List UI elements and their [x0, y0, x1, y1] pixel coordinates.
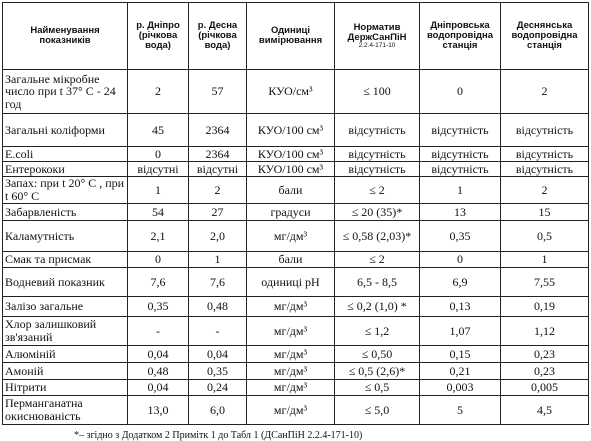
cell-units: КУО/100 см³	[247, 114, 335, 147]
cell-norm: ≤ 100	[335, 70, 420, 114]
cell-name: Забарвленість	[3, 204, 128, 221]
cell-units: одиниці рН	[247, 268, 335, 297]
table-row	[3, 380, 589, 396]
cell-dnipro-station: 0,13	[420, 297, 501, 317]
header-desna: р. Десна (річкова вода)	[189, 3, 247, 70]
table-row	[3, 252, 589, 268]
cell-units: мг/дм³	[247, 363, 335, 380]
cell-dnipro-station: відсутність	[420, 162, 501, 177]
table-row	[3, 70, 589, 114]
cell-name: Запах: при t 20° С , при t 60° С	[3, 177, 128, 204]
cell-desna: відсутні	[189, 162, 247, 177]
cell-dnipro-station: 0	[420, 70, 501, 114]
cell-norm: 6,5 - 8,5	[335, 268, 420, 297]
header-norm-ref: 2.2.4-171-10	[358, 41, 396, 49]
cell-name: Каламутність	[3, 221, 128, 252]
cell-dnipro: 0	[128, 252, 189, 268]
cell-units: бали	[247, 177, 335, 204]
footnote: *– згідно з Додатком 2 Примітк 1 до Табл 1 (ДСанПіН 2.2.4-171-10)	[74, 430, 363, 441]
cell-name: Хлор залишковий зв'язаний	[3, 317, 128, 346]
cell-desna: -	[189, 317, 247, 346]
cell-dnipro: 0,35	[128, 297, 189, 317]
header-name: Найменування показників	[3, 3, 128, 70]
cell-units: мг/дм³	[247, 380, 335, 396]
cell-dnipro-station: 6,9	[420, 268, 501, 297]
cell-units: бали	[247, 252, 335, 268]
cell-desna: 0,35	[189, 363, 247, 380]
cell-units: мг/дм³	[247, 346, 335, 363]
cell-desna-station: 15	[501, 204, 589, 221]
cell-desna-station: 0,23	[501, 363, 589, 380]
cell-desna-station: 2	[501, 177, 589, 204]
cell-norm: ≤ 0,2 (1,0) *	[335, 297, 420, 317]
cell-norm: ≤ 20 (35)*	[335, 204, 420, 221]
cell-desna-station: 0,19	[501, 297, 589, 317]
cell-norm: ≤ 1,2	[335, 317, 420, 346]
cell-dnipro-station: відсутність	[420, 114, 501, 147]
water-quality-table	[2, 2, 589, 425]
cell-units: градуси	[247, 204, 335, 221]
cell-name: Нітрити	[3, 380, 128, 396]
cell-dnipro: 0,48	[128, 363, 189, 380]
table-row	[3, 204, 589, 221]
cell-desna: 2364	[189, 147, 247, 162]
cell-desna-station: відсутність	[501, 114, 589, 147]
cell-desna: 0,04	[189, 346, 247, 363]
cell-dnipro-station: 1,07	[420, 317, 501, 346]
cell-desna-station: 7,55	[501, 268, 589, 297]
table-row	[3, 221, 589, 252]
header-dnipro-station: Дніпровська водопровідна станція	[420, 3, 501, 70]
cell-desna: 6,0	[189, 396, 247, 425]
table-row	[3, 147, 589, 162]
cell-dnipro: відсутні	[128, 162, 189, 177]
cell-norm: відсутність	[335, 147, 420, 162]
cell-dnipro: 13,0	[128, 396, 189, 425]
cell-dnipro-station: 0	[420, 252, 501, 268]
cell-dnipro: 0,04	[128, 346, 189, 363]
cell-name: Перманганатна окиснюваність	[3, 396, 128, 425]
cell-dnipro: 54	[128, 204, 189, 221]
cell-desna: 0,48	[189, 297, 247, 317]
cell-name: Алюміній	[3, 346, 128, 363]
table-row	[3, 114, 589, 147]
cell-dnipro-station: 0,21	[420, 363, 501, 380]
cell-dnipro: 0	[128, 147, 189, 162]
cell-desna-station: 2	[501, 70, 589, 114]
cell-dnipro: 2	[128, 70, 189, 114]
header-row	[3, 3, 589, 70]
cell-dnipro-station: 1	[420, 177, 501, 204]
table-row	[3, 177, 589, 204]
cell-dnipro: 45	[128, 114, 189, 147]
table-row	[3, 363, 589, 380]
cell-dnipro-station: відсутність	[420, 147, 501, 162]
cell-desna: 2	[189, 177, 247, 204]
cell-desna: 27	[189, 204, 247, 221]
table-row	[3, 396, 589, 425]
cell-desna-station: 0,23	[501, 346, 589, 363]
table-row	[3, 297, 589, 317]
cell-norm: відсутність	[335, 114, 420, 147]
cell-norm: ≤ 2	[335, 252, 420, 268]
cell-units: КУО/см³	[247, 70, 335, 114]
header-norm-title: Норматив ДержСанПіН	[347, 21, 407, 43]
cell-desna-station: відсутність	[501, 162, 589, 177]
cell-dnipro-station: 0,003	[420, 380, 501, 396]
cell-name: Смак та присмак	[3, 252, 128, 268]
cell-desna: 0,24	[189, 380, 247, 396]
cell-dnipro-station: 5	[420, 396, 501, 425]
cell-norm: ≤ 0,58 (2,03)*	[335, 221, 420, 252]
cell-units: мг/дм³	[247, 221, 335, 252]
table-row	[3, 317, 589, 346]
cell-desna-station: 0,5	[501, 221, 589, 252]
cell-name: Амоній	[3, 363, 128, 380]
cell-desna-station: 1,12	[501, 317, 589, 346]
cell-desna: 1	[189, 252, 247, 268]
cell-dnipro-station: 0,35	[420, 221, 501, 252]
header-norm	[335, 3, 420, 70]
cell-units: КУО/100 см³	[247, 162, 335, 177]
cell-units: мг/дм³	[247, 317, 335, 346]
cell-name: E.coli	[3, 147, 128, 162]
cell-units: мг/дм³	[247, 396, 335, 425]
cell-desna: 2364	[189, 114, 247, 147]
cell-norm: ≤ 5,0	[335, 396, 420, 425]
cell-name: Загальні коліформи	[3, 114, 128, 147]
cell-norm: ≤ 0,5	[335, 380, 420, 396]
cell-desna-station: 1	[501, 252, 589, 268]
cell-desna-station: 4,5	[501, 396, 589, 425]
cell-desna: 7,6	[189, 268, 247, 297]
header-dnipro: р. Дніпро (річкова вода)	[128, 3, 189, 70]
cell-dnipro: -	[128, 317, 189, 346]
cell-norm: ≤ 0,50	[335, 346, 420, 363]
cell-name: Загальне мікробне число при t 37° С - 24 год	[3, 70, 128, 114]
cell-dnipro: 2,1	[128, 221, 189, 252]
cell-units: мг/дм³	[247, 297, 335, 317]
cell-dnipro: 7,6	[128, 268, 189, 297]
cell-norm: відсутність	[335, 162, 420, 177]
cell-name: Залізо загальне	[3, 297, 128, 317]
cell-units: КУО/100 см³	[247, 147, 335, 162]
cell-desna: 57	[189, 70, 247, 114]
header-desna-station: Деснянська водопровідна станція	[501, 3, 589, 70]
cell-dnipro-station: 13	[420, 204, 501, 221]
cell-dnipro: 1	[128, 177, 189, 204]
cell-name: Ентерококи	[3, 162, 128, 177]
cell-name: Водневий показник	[3, 268, 128, 297]
cell-desna: 2,0	[189, 221, 247, 252]
header-units: Одиниці вимірювання	[247, 3, 335, 70]
table-row	[3, 268, 589, 297]
cell-desna-station: відсутність	[501, 147, 589, 162]
cell-desna-station: 0,005	[501, 380, 589, 396]
table-row	[3, 162, 589, 177]
cell-norm: ≤ 0,5 (2,6)*	[335, 363, 420, 380]
table-row	[3, 346, 589, 363]
cell-dnipro-station: 0,15	[420, 346, 501, 363]
cell-norm: ≤ 2	[335, 177, 420, 204]
cell-dnipro: 0,04	[128, 380, 189, 396]
